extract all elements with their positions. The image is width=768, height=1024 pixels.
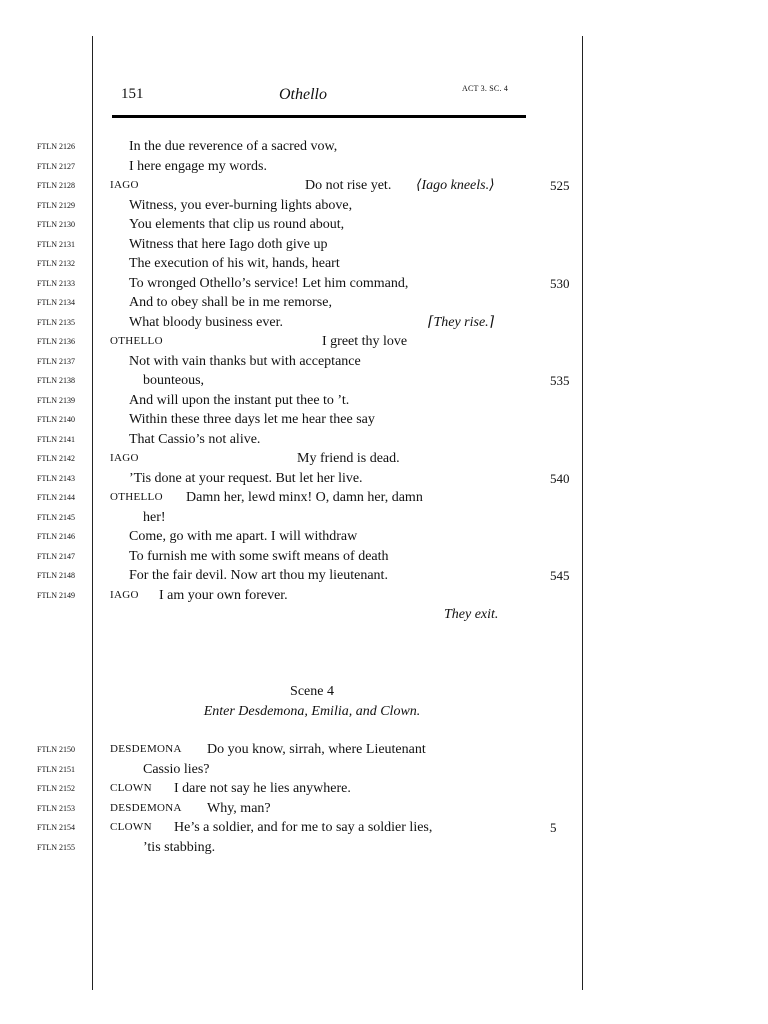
ftln-label: FTLN 2130 xyxy=(37,220,75,229)
ftln-label: FTLN 2151 xyxy=(37,764,75,774)
ftln-label: FTLN 2147 xyxy=(37,551,75,561)
speaker-name: OTHELLO xyxy=(110,335,163,347)
ftln-label: FTLN 2137 xyxy=(37,356,75,366)
line-number: 530 xyxy=(550,275,570,291)
verse-line: I am your own forever. xyxy=(159,587,288,603)
left-margin-rule xyxy=(92,36,93,990)
verse-line: My friend is dead. xyxy=(297,451,400,466)
speaker-name: OTHELLO xyxy=(110,491,163,503)
ftln-label: FTLN 2152 xyxy=(37,784,75,793)
verse-line: Do not rise yet. xyxy=(305,178,392,193)
act-scene-label: ACT 3. SC. 4 xyxy=(462,84,509,93)
line-number: 525 xyxy=(550,178,570,193)
verse-line: And to obey shall be in me remorse, xyxy=(129,295,332,310)
verse-line: What bloody business ever. xyxy=(129,314,283,330)
line-number: 540 xyxy=(550,470,570,486)
prose-line: He’s a soldier, and for me to say a soldier lies, xyxy=(174,820,433,835)
stage-direction: They exit. xyxy=(444,607,499,622)
verse-line: To wronged Othello’s service! Let him command, xyxy=(129,275,409,291)
page-number: 151 xyxy=(121,86,144,102)
ftln-label: FTLN 2140 xyxy=(37,415,75,424)
verse-line: Within these three days let me hear thee say xyxy=(129,412,375,427)
ftln-label: FTLN 2141 xyxy=(37,434,75,444)
ftln-label: FTLN 2143 xyxy=(37,473,75,483)
ftln-label: FTLN 2139 xyxy=(37,395,75,405)
speaker-name: IAGO xyxy=(110,452,139,464)
ftln-label: FTLN 2133 xyxy=(37,278,75,288)
speaker-name: CLOWN xyxy=(110,821,152,833)
stage-direction: ⌈They rise.⌉ xyxy=(428,314,495,330)
ftln-label: FTLN 2132 xyxy=(37,259,75,268)
prose-line: Why, man? xyxy=(207,800,271,816)
ftln-label: FTLN 2150 xyxy=(37,745,75,754)
verse-line: ’Tis done at your request. But let her live. xyxy=(129,470,363,486)
verse-line: her! xyxy=(143,509,166,525)
stage-direction: ⟨Iago kneels.⟩ xyxy=(416,178,495,193)
prose-line: Cassio lies? xyxy=(143,761,210,777)
ftln-label: FTLN 2154 xyxy=(37,823,75,832)
verse-line: I here engage my words. xyxy=(129,158,268,174)
verse-line: Damn her, lewd minx! O, damn her, damn xyxy=(186,490,423,505)
line-number: 545 xyxy=(550,568,570,583)
prose-line: Do you know, sirrah, where Lieutenant xyxy=(207,742,426,757)
verse-line: To furnish me with some swift means of death xyxy=(129,548,389,564)
header-rule xyxy=(112,115,526,118)
speaker-name: IAGO xyxy=(110,179,139,191)
scene-heading: Scene 4 xyxy=(290,684,334,699)
speaker-name: DESDEMONA xyxy=(110,801,182,814)
verse-line: Witness that here Iago doth give up xyxy=(129,236,328,252)
verse-line: Witness, you ever-burning lights above, xyxy=(129,197,353,213)
prose-line: I dare not say he lies anywhere. xyxy=(174,781,351,796)
ftln-label: FTLN 2146 xyxy=(37,532,75,541)
running-title: Othello xyxy=(279,86,327,103)
ftln-label: FTLN 2148 xyxy=(37,571,75,580)
ftln-label: FTLN 2128 xyxy=(37,181,75,190)
verse-line: Not with vain thanks but with acceptance xyxy=(129,353,361,369)
verse-line: bounteous, xyxy=(143,373,205,388)
verse-line: For the fair devil. Now art thou my lieutenant. xyxy=(129,568,388,583)
right-margin-rule xyxy=(582,36,583,990)
ftln-label: FTLN 2145 xyxy=(37,512,75,522)
verse-line: Come, go with me apart. I will withdraw xyxy=(129,529,358,544)
ftln-label: FTLN 2144 xyxy=(37,493,75,502)
speaker-name: CLOWN xyxy=(110,782,152,794)
ftln-label: FTLN 2149 xyxy=(37,590,75,600)
line-number: 535 xyxy=(550,373,570,388)
ftln-label: FTLN 2126 xyxy=(37,142,75,151)
ftln-label: FTLN 2134 xyxy=(37,298,75,307)
verse-line: In the due reverence of a sacred vow, xyxy=(129,139,338,154)
ftln-label: FTLN 2129 xyxy=(37,200,75,210)
stage-direction: Enter Desdemona, Emilia, and Clown. xyxy=(203,704,421,719)
speaker-name: DESDEMONA xyxy=(110,743,182,755)
ftln-label: FTLN 2153 xyxy=(37,803,75,813)
ftln-label: FTLN 2127 xyxy=(37,161,75,171)
verse-line: And will upon the instant put thee to ’t. xyxy=(129,392,350,408)
verse-line: You elements that clip us round about, xyxy=(129,217,345,232)
ftln-label: FTLN 2135 xyxy=(37,317,75,327)
line-number: 5 xyxy=(550,820,557,835)
verse-line: The execution of his wit, hands, heart xyxy=(129,256,340,271)
verse-line: That Cassio’s not alive. xyxy=(129,431,261,447)
verse-line: I greet thy love xyxy=(322,334,408,349)
ftln-label: FTLN 2155 xyxy=(37,842,75,852)
speaker-name: IAGO xyxy=(110,588,139,601)
ftln-label: FTLN 2142 xyxy=(37,454,75,463)
ftln-label: FTLN 2136 xyxy=(37,337,75,346)
ftln-label: FTLN 2131 xyxy=(37,239,75,249)
ftln-label: FTLN 2138 xyxy=(37,376,75,385)
prose-line: ’tis stabbing. xyxy=(143,839,216,855)
